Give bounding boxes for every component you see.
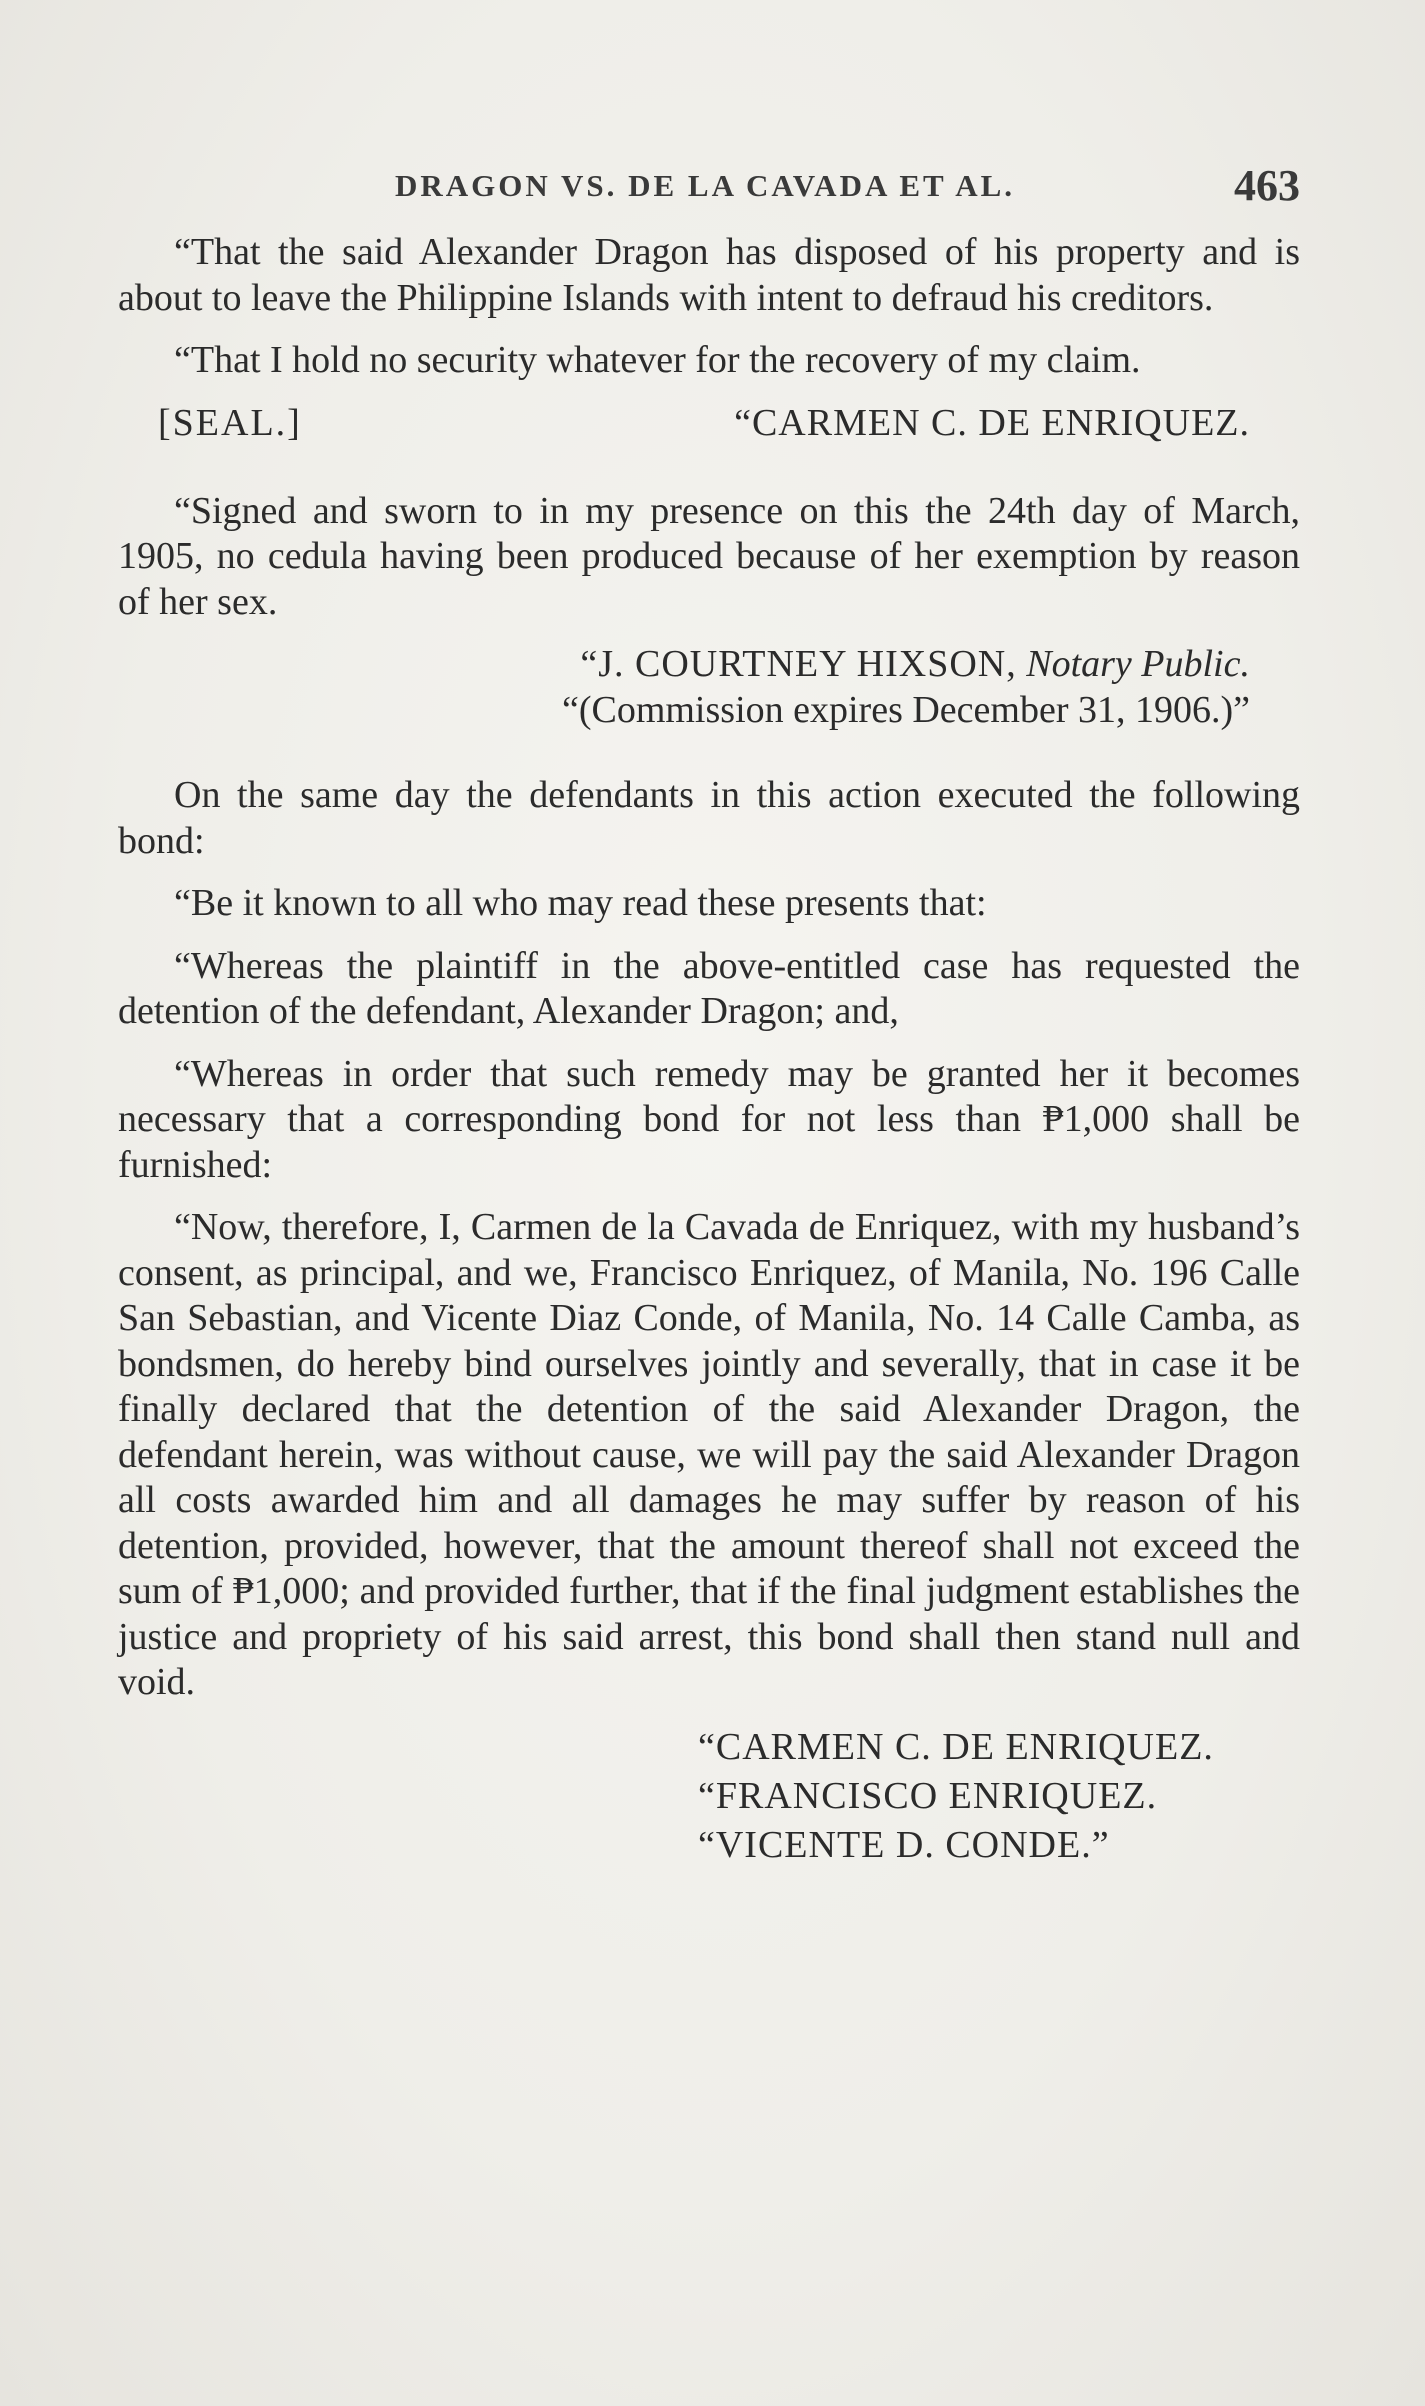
notary-name: “J. COURTNEY HIXSON, xyxy=(580,643,1017,685)
signature-francisco: “FRANCISCO ENRIQUEZ. xyxy=(698,1774,1158,1817)
commission-line: “(Commission expires December 31, 1906.)” xyxy=(561,688,1250,731)
bond-signatures xyxy=(118,1723,1300,1870)
paragraph-no-security: “That I hold no security whatever for the recovery of my claim. xyxy=(174,339,1141,381)
signature-vicente: “VICENTE D. CONDE.” xyxy=(698,1823,1110,1866)
notary-line xyxy=(118,642,1300,688)
paragraph-whereas-bond: “Whereas in order that such remedy may be granted her it becomes necessary that a corresponding bond for not less than ₱1,000 shall be furnished: xyxy=(118,1052,1300,1186)
seal-label: [SEAL.] xyxy=(158,401,302,444)
paragraph-whereas-detention: “Whereas the plaintiff in the above-entitled case has requested the detention of the defendant, Alexander Dragon; and, xyxy=(118,944,1300,1032)
signature-carmen: “CARMEN C. DE ENRIQUEZ. xyxy=(698,1725,1214,1768)
page-number: 463 xyxy=(1234,161,1300,210)
paragraph-bond-intro: On the same day the defendants in this action executed the following bond: xyxy=(118,774,1300,862)
notary-title: Notary Public. xyxy=(1026,643,1250,685)
seal-signature-row xyxy=(118,401,1300,451)
paragraph-jurat: “Signed and sworn to in my presence on this the 24th day of March, 1905, no cedula having been produced because of her exemption by reason of her sex. xyxy=(118,489,1300,623)
paragraph-disposal: “That the said Alexander Dragon has disposed of his property and is about to leave the Philippine Islands with intent to defraud his creditors. xyxy=(118,231,1300,319)
page-body xyxy=(118,230,1300,1870)
running-head: DRAGON VS. DE LA CAVADA ET AL. xyxy=(395,168,1016,203)
affiant-signature: “CARMEN C. DE ENRIQUEZ. xyxy=(734,401,1250,444)
page-header xyxy=(160,160,1300,220)
paragraph-now-therefore: “Now, therefore, I, Carmen de la Cavada de Enriquez, with my husband’s consent, as principal, and we, Francisco Enriquez, of Manila, No. 196 Calle San Sebastian, and Vicente Diaz Conde, of Manila, No. 14 Calle Camba, as bondsmen, do hereby bind ourselves jointly and severally, that in case it be finally declared that the detention of the said Alexander Dragon, the defendant herein, was without cause, we will pay the said Alexander Dragon all costs awarded him and all damages he may suffer by reason of his detention, provided, however, that the amount thereof shall not exceed the sum of ₱1,000; and provided further, that if the final judgment establishes the justice and propriety of his said arrest, this bond shall then stand null and void. xyxy=(118,1206,1300,1703)
paragraph-be-it-known: “Be it known to all who may read these presents that: xyxy=(174,882,987,924)
